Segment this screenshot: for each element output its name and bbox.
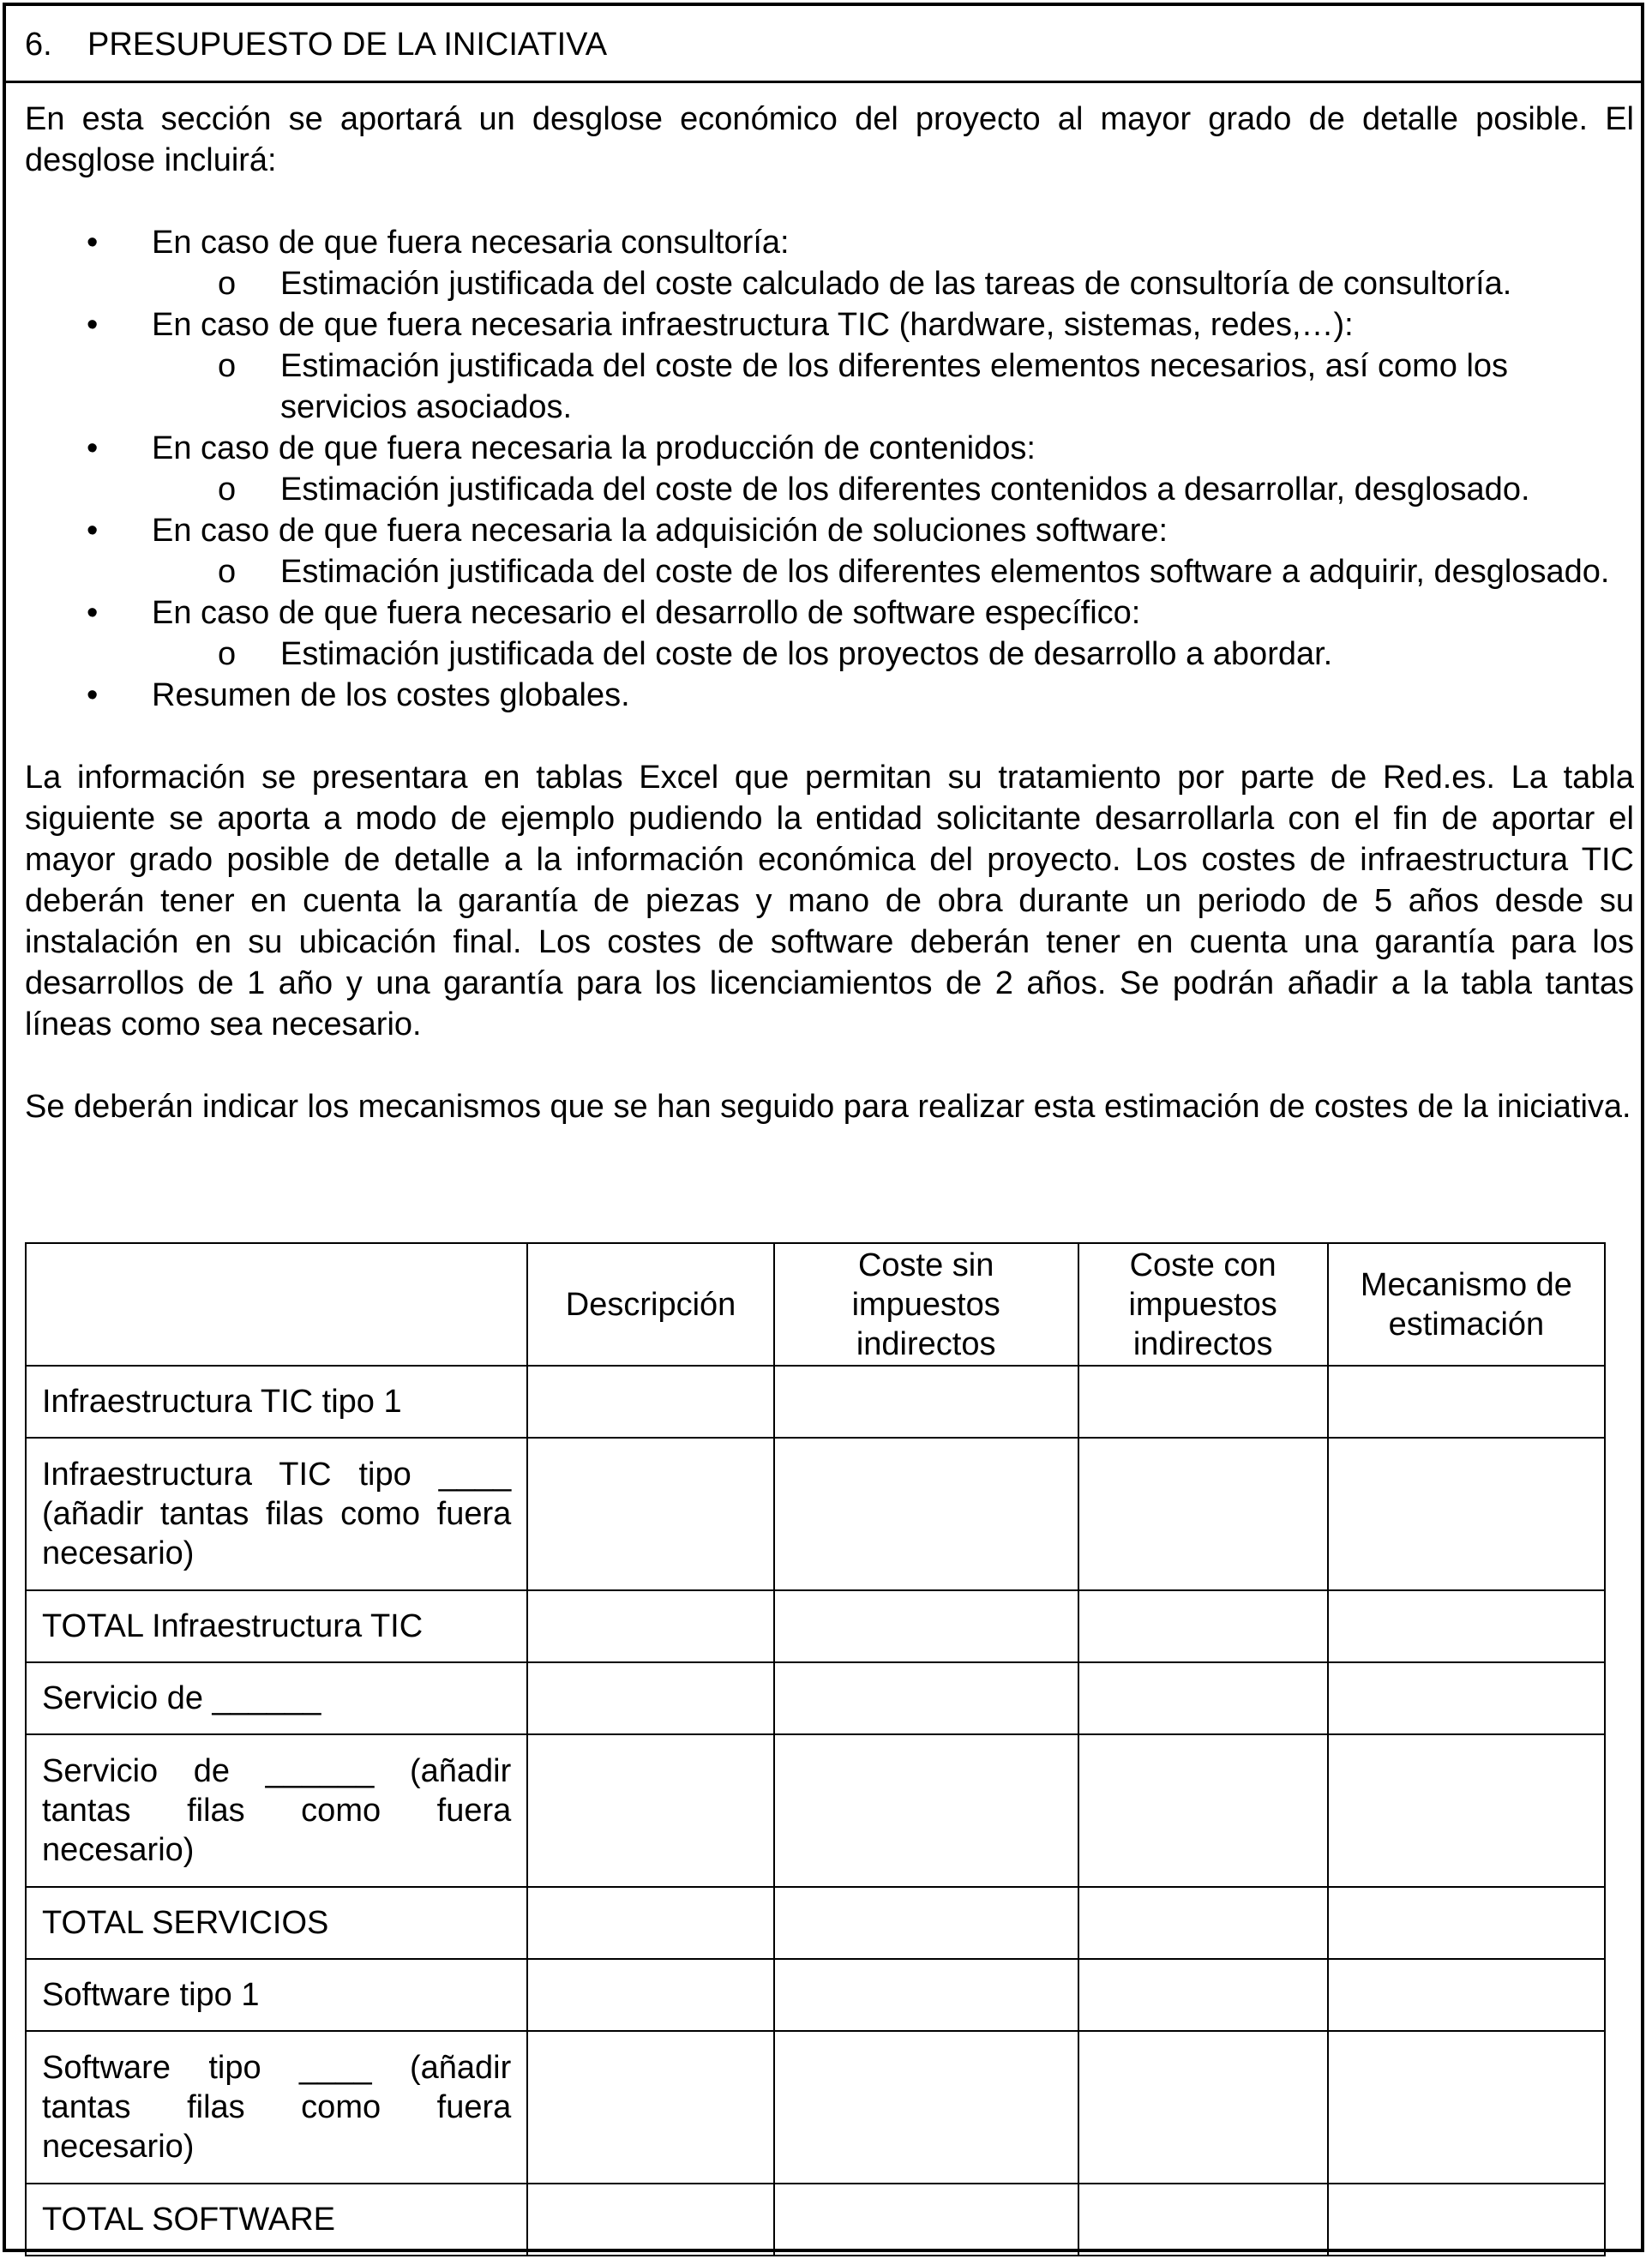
cell-cost-with-tax[interactable] bbox=[1078, 2031, 1328, 2184]
cell-description[interactable] bbox=[527, 2184, 774, 2256]
cell-cost-with-tax[interactable] bbox=[1078, 1887, 1328, 1959]
cell-estimation-method[interactable] bbox=[1328, 1887, 1605, 1959]
bullet-text: En caso de que fuera necesaria la adquisición de soluciones software: bbox=[152, 513, 1168, 549]
row-label-cell: Software tipo ____ (añadir tantas filas como fuera necesario) bbox=[26, 2031, 527, 2184]
cell-cost-without-tax[interactable] bbox=[774, 1887, 1078, 1959]
document-frame bbox=[3, 3, 1644, 2252]
bullet-marker: • bbox=[87, 430, 99, 466]
cell-cost-without-tax[interactable] bbox=[774, 2184, 1078, 2256]
table-row bbox=[26, 1662, 1605, 1734]
header-cell-description: Descripción bbox=[527, 1243, 774, 1366]
requirements-list bbox=[25, 222, 1634, 716]
mechanisms-paragraph: Se deberán indicar los mecanismos que se han seguido para realizar esta estimación de costes de la iniciativa. bbox=[25, 1089, 1631, 1125]
cell-description[interactable] bbox=[527, 1366, 774, 1438]
row-label-cell: Infraestructura TIC tipo ____ (añadir tantas filas como fuera necesario) bbox=[26, 1438, 527, 1590]
cell-cost-with-tax[interactable] bbox=[1078, 1959, 1328, 2031]
cell-cost-without-tax[interactable] bbox=[774, 1366, 1078, 1438]
sub-bullet-marker: o bbox=[218, 554, 237, 590]
bullet-marker: • bbox=[87, 595, 99, 631]
bullet-marker: • bbox=[87, 225, 99, 261]
table-row bbox=[26, 1366, 1605, 1438]
cell-estimation-method[interactable] bbox=[1328, 1590, 1605, 1662]
bullet-marker: • bbox=[87, 677, 99, 713]
cell-cost-without-tax[interactable] bbox=[774, 1438, 1078, 1590]
sub-bullet-marker: o bbox=[218, 266, 237, 302]
sub-bullet-text: Estimación justificada del coste de los proyectos de desarrollo a abordar. bbox=[280, 636, 1333, 672]
bullet-marker: • bbox=[87, 513, 99, 549]
table-row bbox=[26, 1959, 1605, 2031]
cell-cost-with-tax[interactable] bbox=[1078, 1366, 1328, 1438]
sub-bullet-text: Estimación justificada del coste calculado de las tareas de consultoría de consultoría. bbox=[280, 266, 1512, 302]
bullet-text: En caso de que fuera necesario el desarrollo de software específico: bbox=[152, 595, 1141, 631]
section-title: PRESUPUESTO DE LA INICIATIVA bbox=[87, 27, 608, 63]
cell-estimation-method[interactable] bbox=[1328, 1959, 1605, 2031]
cell-estimation-method[interactable] bbox=[1328, 1662, 1605, 1734]
header-cell-concept bbox=[26, 1243, 527, 1366]
sub-bullet-item bbox=[25, 634, 1634, 675]
row-label-cell: Servicio de ______ (añadir tantas filas como fuera necesario) bbox=[26, 1734, 527, 1887]
row-label-cell: TOTAL Infraestructura TIC bbox=[26, 1590, 527, 1662]
bullet-item bbox=[25, 510, 1634, 551]
row-label-cell: TOTAL SOFTWARE bbox=[26, 2184, 527, 2256]
cell-cost-without-tax[interactable] bbox=[774, 2031, 1078, 2184]
cell-cost-without-tax[interactable] bbox=[774, 1590, 1078, 1662]
cell-description[interactable] bbox=[527, 1590, 774, 1662]
sub-bullet-item bbox=[25, 345, 1634, 428]
bullet-text: Resumen de los costes globales. bbox=[152, 677, 630, 713]
cell-cost-with-tax[interactable] bbox=[1078, 1662, 1328, 1734]
sub-bullet-text: Estimación justificada del coste de los diferentes contenidos a desarrollar, desglosado. bbox=[280, 472, 1530, 508]
section-header bbox=[6, 6, 1641, 83]
sub-bullet-marker: o bbox=[218, 348, 237, 384]
cell-description[interactable] bbox=[527, 1887, 774, 1959]
cell-cost-with-tax[interactable] bbox=[1078, 1438, 1328, 1590]
bullet-item bbox=[25, 675, 1634, 716]
section-number: 6. bbox=[25, 27, 52, 63]
cell-description[interactable] bbox=[527, 2031, 774, 2184]
cell-cost-with-tax[interactable] bbox=[1078, 1734, 1328, 1887]
bullet-item bbox=[25, 222, 1634, 263]
table-header-row bbox=[26, 1243, 1605, 1366]
cell-description[interactable] bbox=[527, 1662, 774, 1734]
sub-bullet-marker: o bbox=[218, 636, 237, 672]
budget-table bbox=[25, 1242, 1606, 2256]
cell-estimation-method[interactable] bbox=[1328, 1438, 1605, 1590]
table-row bbox=[26, 2031, 1605, 2184]
intro-paragraph: En esta sección se aportará un desglose económico del proyecto al mayor grado de detalle posible. El desglose incluirá: bbox=[25, 101, 1634, 178]
cell-cost-without-tax[interactable] bbox=[774, 1734, 1078, 1887]
sub-bullet-item bbox=[25, 469, 1634, 510]
row-label-cell: Servicio de ______ bbox=[26, 1662, 527, 1734]
cell-description[interactable] bbox=[527, 1438, 774, 1590]
cell-description[interactable] bbox=[527, 1959, 774, 2031]
cell-estimation-method[interactable] bbox=[1328, 2184, 1605, 2256]
cell-estimation-method[interactable] bbox=[1328, 1366, 1605, 1438]
bullet-item bbox=[25, 428, 1634, 469]
row-label-cell: Software tipo 1 bbox=[26, 1959, 527, 2031]
table-row bbox=[26, 2184, 1605, 2256]
sub-bullet-text: Estimación justificada del coste de los diferentes elementos software a adquirir, desglosado. bbox=[280, 554, 1610, 590]
bullet-text: En caso de que fuera necesaria infraestructura TIC (hardware, sistemas, redes,…): bbox=[152, 307, 1354, 343]
table-row bbox=[26, 1887, 1605, 1959]
cell-estimation-method[interactable] bbox=[1328, 1734, 1605, 1887]
table-row bbox=[26, 1438, 1605, 1590]
cell-description[interactable] bbox=[527, 1734, 774, 1887]
bullet-item bbox=[25, 304, 1634, 345]
section-body bbox=[25, 99, 1634, 1127]
bullet-marker: • bbox=[87, 307, 99, 343]
row-label-cell: Infraestructura TIC tipo 1 bbox=[26, 1366, 527, 1438]
bullet-item bbox=[25, 592, 1634, 634]
header-cell-cost-with-tax: Coste con impuestos indirectos bbox=[1078, 1243, 1328, 1366]
excel-paragraph: La información se presentara en tablas Excel que permitan su tratamiento por parte de Red.es. La tabla siguiente se aporta a modo de ejemplo pudiendo la entidad solicitante desarrollarla con el fin de aportar el mayor grado posible de detalle a la información económica del proyecto. Los costes de infraestructura TIC deberán tener en cuenta la garantía de piezas y mano de obra durante un periodo de 5 años desde su instalación en su ubicación final. Los costes de software deberán tener en cuenta una garantía para los desarrollos de 1 año y una garantía para los licenciamientos de 2 años. Se podrán añadir a la tabla tantas líneas como sea necesario. bbox=[25, 760, 1634, 1042]
sub-bullet-item bbox=[25, 263, 1634, 304]
cell-cost-with-tax[interactable] bbox=[1078, 1590, 1328, 1662]
table-row bbox=[26, 1734, 1605, 1887]
cell-cost-without-tax[interactable] bbox=[774, 1662, 1078, 1734]
sub-bullet-item bbox=[25, 551, 1634, 592]
row-label-cell: TOTAL SERVICIOS bbox=[26, 1887, 527, 1959]
cell-cost-with-tax[interactable] bbox=[1078, 2184, 1328, 2256]
cell-estimation-method[interactable] bbox=[1328, 2031, 1605, 2184]
sub-bullet-text: Estimación justificada del coste de los diferentes elementos necesarios, así como los servicios asociados. bbox=[280, 348, 1509, 425]
header-cell-estimation-method: Mecanismo de estimación bbox=[1328, 1243, 1605, 1366]
bullet-text: En caso de que fuera necesaria la producción de contenidos: bbox=[152, 430, 1036, 466]
sub-bullet-marker: o bbox=[218, 472, 237, 508]
bullet-text: En caso de que fuera necesaria consultoría: bbox=[152, 225, 790, 261]
cell-cost-without-tax[interactable] bbox=[774, 1959, 1078, 2031]
header-cell-cost-without-tax: Coste sin impuestos indirectos bbox=[774, 1243, 1078, 1366]
table-row bbox=[26, 1590, 1605, 1662]
